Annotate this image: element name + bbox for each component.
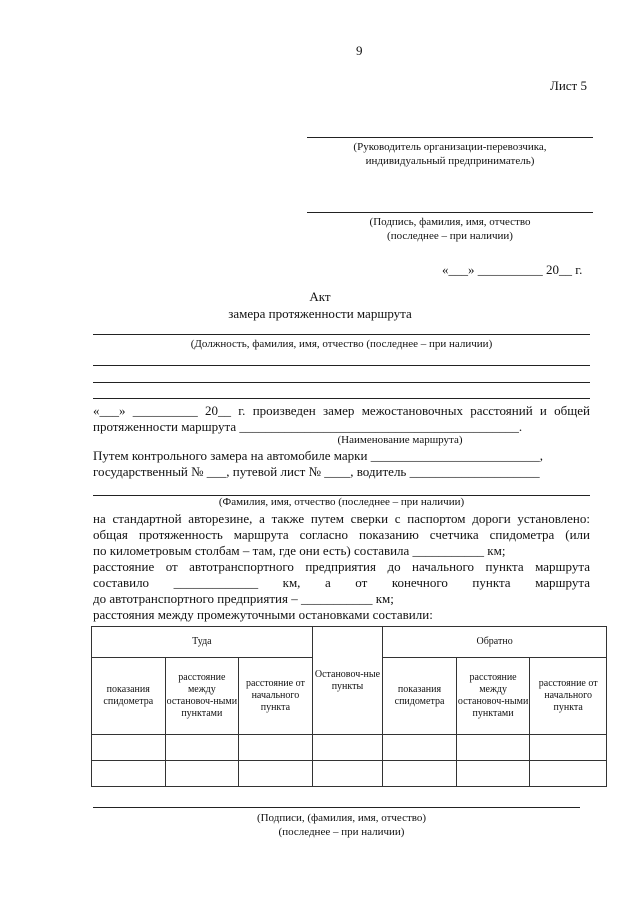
header-there: Туда — [92, 627, 313, 658]
commission-line-4 — [93, 398, 590, 399]
depot-word: маршрута — [535, 575, 590, 590]
col-start-back: расстояние от начального пункта — [530, 658, 607, 735]
commission-caption: (Должность, фамилия, имя, отчество (последнее – при наличии) — [190, 338, 493, 350]
tyres-line: на стандартной авторезине, а также путем сверки с паспортом дороги установлено: — [93, 511, 590, 526]
commission-line-1 — [93, 334, 590, 335]
depot-line-3: до автотранспортного предприятия – ___________ км; — [93, 591, 394, 606]
sign-caption-2: (последнее – при наличии) — [387, 230, 513, 242]
act-title: Акт — [309, 289, 331, 304]
commission-line-3 — [93, 382, 590, 383]
driver-caption: (Фамилия, имя, отчество (последнее – при наличии) — [218, 496, 465, 508]
sign-caption-1: (Подпись, фамилия, имя, отчество — [369, 216, 531, 228]
act-subtitle: замера протяженности маршрута — [228, 306, 412, 321]
plate-line: государственный № ___, путевой лист № ____, водитель ____________________ — [93, 464, 540, 479]
total-line-2: по километровым столбам – там, где они есть) составила ___________ км; — [93, 543, 506, 558]
measure-line-1: «___» __________ 20__ г. произведен замер межостановочных расстояний и общей — [93, 403, 590, 418]
head-caption-2: индивидуальный предприниматель) — [365, 155, 535, 167]
table-row — [92, 761, 607, 787]
head-signature-line — [307, 137, 593, 138]
signatures-caption-1: (Подписи, (фамилия, имя, отчество) — [256, 812, 427, 824]
col-between-there: расстояние между остановоч-ными пунктами — [165, 658, 239, 735]
depot-word: конечного — [391, 575, 448, 590]
col-speedo-back: показания спидометра — [383, 658, 457, 735]
depot-word: а — [324, 575, 331, 590]
depot-line-1: расстояние от автотранспортного предприятия до начального пункта маршрута — [93, 559, 590, 574]
table-row — [92, 735, 607, 761]
total-line-1: общая протяженность маршрута согласно показанию счетчика спидометра (или — [93, 527, 590, 542]
header-back: Обратно — [383, 627, 607, 658]
col-start-there: расстояние от начального пункта — [239, 658, 313, 735]
col-between-back: расстояние между остановоч-ными пунктами — [456, 658, 530, 735]
depot-word: пункта — [472, 575, 511, 590]
depot-word: от — [355, 575, 368, 590]
col-speedo-there: показания спидометра — [92, 658, 166, 735]
depot-word: _____________ — [173, 575, 259, 590]
car-line: Путем контрольного замера на автомобиле марки __________________________, — [93, 448, 543, 463]
header-stops: Остановоч-ные пункты — [312, 627, 383, 735]
sign-line — [307, 212, 593, 213]
route-caption: (Наименование маршрута) — [337, 434, 463, 446]
depot-line-2 — [93, 575, 590, 591]
sheet-label: Лист 5 — [550, 78, 587, 93]
signatures-caption-2: (последнее – при наличии) — [278, 826, 405, 838]
signatures-line — [93, 807, 580, 808]
page-number: 9 — [356, 43, 363, 58]
stops-line: расстояния между промежуточными остановками составили: — [93, 607, 433, 622]
depot-word: км, — [282, 575, 301, 590]
date-line: «___» __________ 20__ г. — [442, 262, 583, 277]
route-table — [91, 626, 607, 787]
head-caption-1: (Руководитель организации-перевозчика, — [353, 141, 547, 153]
commission-line-2 — [93, 365, 590, 366]
measure-line-2: протяженности маршрута ___________________________________________. — [93, 419, 523, 434]
depot-word: составило — [93, 575, 150, 590]
